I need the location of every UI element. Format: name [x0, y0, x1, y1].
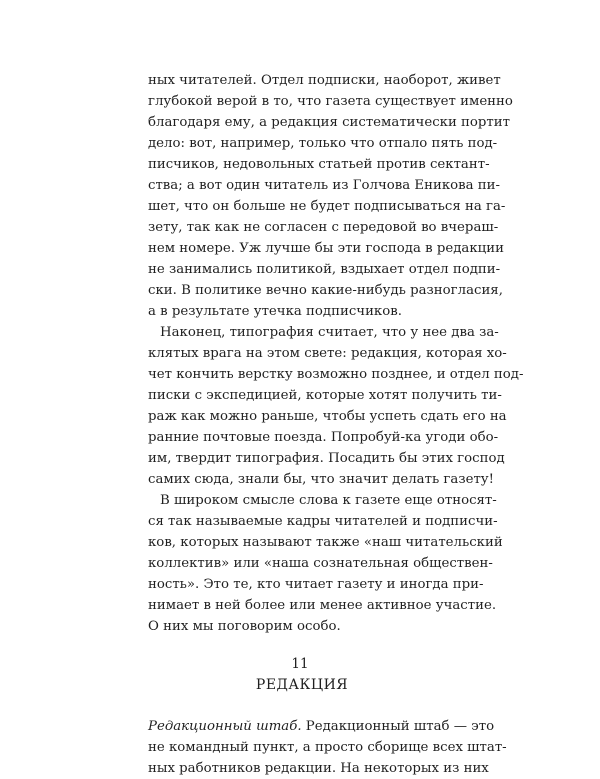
page-number: 11 — [291, 656, 309, 672]
text-line: В широком смысле слова к газете еще относят- — [160, 493, 497, 508]
run-in-text: Редакционный штаб — это — [301, 719, 495, 734]
text-line: ся так называемые кадры читателей и подписчи- — [148, 514, 498, 529]
text-line: зету, так как не согласен с передовой во вчераш- — [148, 220, 499, 235]
section-heading: РЕДАКЦИЯ — [255, 677, 349, 693]
text-line: им, твердит типография. Посадить бы этих господ — [148, 451, 505, 466]
text-line: нимает в ней более или менее активное участие. — [148, 598, 497, 613]
text-line: раж как можно раньше, чтобы успеть сдать его на — [148, 409, 507, 424]
text-line: шет, что он больше не будет подписываться на га- — [148, 199, 506, 214]
text-line: нем номере. Уж лучше бы эти господа в редакции — [148, 241, 504, 256]
text-block — [148, 70, 524, 779]
text-line: благодаря ему, а редакция систематически портит — [148, 115, 511, 130]
text-line: клятых врага на этом свете: редакция, которая хо- — [148, 346, 507, 361]
text-line: а в результате утечка подписчиков. — [148, 304, 402, 319]
text-line: писки с экспедицией, которые хотят получить ти- — [148, 388, 502, 403]
text-line: Наконец, типография считает, что у нее два за- — [160, 325, 499, 340]
text-line: коллектив» или «наша сознательная обществен- — [148, 556, 493, 571]
text-line: ранние почтовые поезда. Попробуй-ка угоди обо- — [148, 430, 499, 445]
text-line: ных работников редакции. На некоторых из них — [148, 761, 489, 776]
text-line: не занимались политикой, вздыхает отдел подпи- — [148, 262, 501, 277]
text-line: ски. В политике вечно какие-нибудь разногласия, — [148, 283, 503, 298]
paragraph-1 — [148, 70, 513, 322]
paragraph-3 — [148, 490, 503, 637]
text-line: писчиков, недовольных статьей против сектант- — [148, 157, 490, 172]
text-line: дело: вот, например, только что отпало пять под- — [148, 136, 498, 151]
text-line: ков, которых называют также «наш читательский — [148, 535, 503, 550]
text-line: самих сюда, знали бы, что значит делать газету! — [148, 472, 494, 487]
text-line: О них мы поговорим особо. — [148, 619, 341, 634]
paragraph-2 — [148, 322, 524, 490]
text-line: чет кончить верстку возможно позднее, и отдел под- — [148, 367, 524, 382]
text-line: ства; а вот один читатель из Голчова Еникова пи- — [148, 178, 501, 193]
text-line: не командный пункт, а просто сборище всех штат- — [148, 740, 507, 755]
italic-run-in: Редакционный штаб. — [148, 719, 302, 734]
text-line: глубокой верой в то, что газета существует именно — [148, 94, 513, 109]
text-line: ность». Это те, кто читает газету и иногда при- — [148, 577, 484, 592]
text-line — [148, 716, 495, 737]
text-line: ных читателей. Отдел подписки, наоборот, живет — [148, 73, 501, 88]
section-paragraph — [148, 716, 507, 779]
